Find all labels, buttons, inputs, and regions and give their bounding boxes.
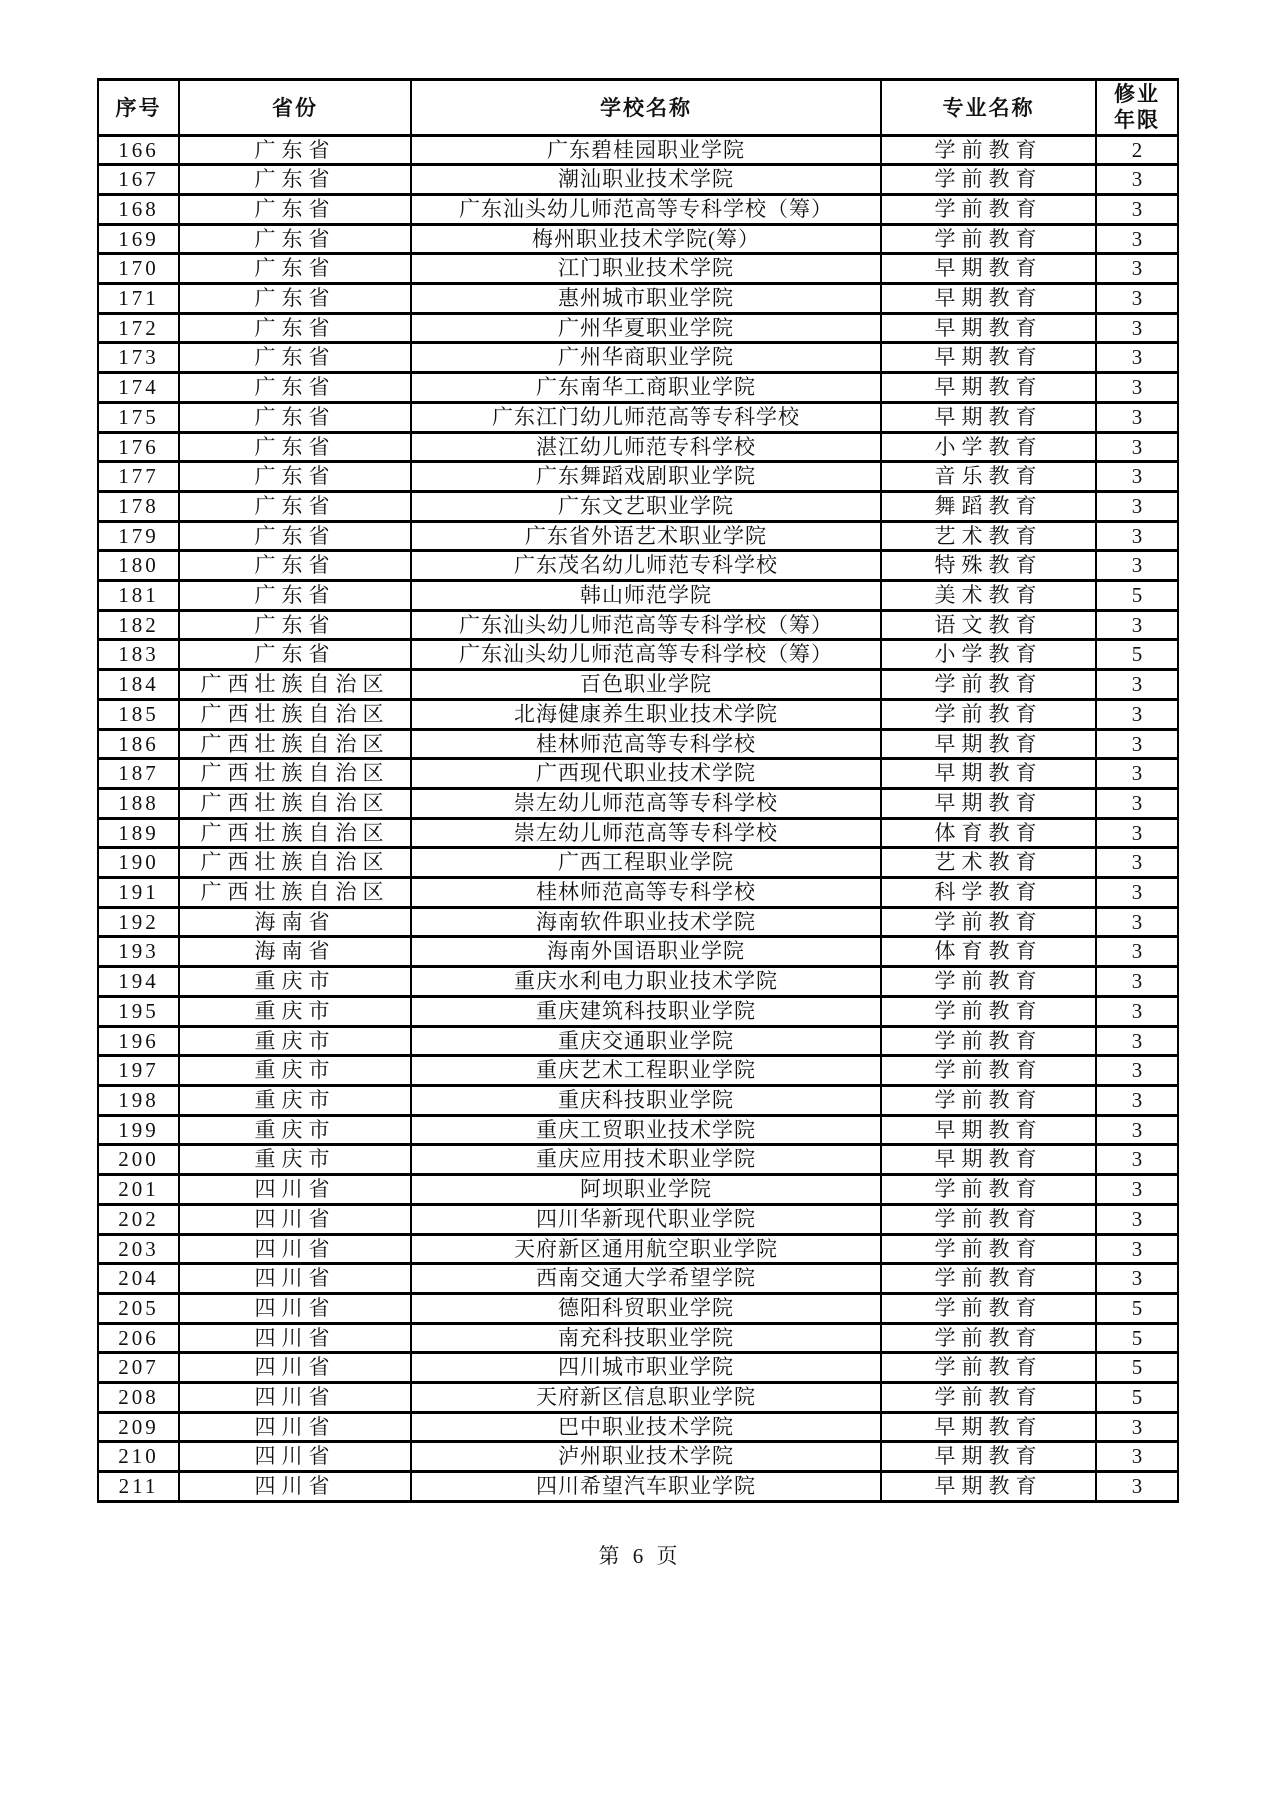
cell-serial: 205: [98, 1293, 179, 1323]
cell-years: 5: [1096, 1383, 1178, 1413]
cell-province: 广东省: [179, 254, 411, 284]
cell-province: 四川省: [179, 1442, 411, 1472]
cell-serial: 172: [98, 313, 179, 343]
table-row: [98, 343, 1178, 373]
cell-province: 广东省: [179, 640, 411, 670]
cell-school: 重庆应用技术职业学院: [411, 1145, 881, 1175]
cell-school: 四川城市职业学院: [411, 1353, 881, 1383]
cell-major: 早期教育: [881, 1442, 1096, 1472]
cell-years: 3: [1096, 521, 1178, 551]
cell-serial: 204: [98, 1264, 179, 1294]
cell-school: 重庆艺术工程职业学院: [411, 1056, 881, 1086]
cell-serial: 171: [98, 284, 179, 314]
cell-school: 湛江幼儿师范专科学校: [411, 432, 881, 462]
cell-province: 广东省: [179, 521, 411, 551]
cell-province: 广西壮族自治区: [179, 670, 411, 700]
cell-years: 3: [1096, 491, 1178, 521]
cell-major: 早期教育: [881, 1145, 1096, 1175]
cell-years: 3: [1096, 967, 1178, 997]
cell-province: 广西壮族自治区: [179, 699, 411, 729]
table-row: [98, 1264, 1178, 1294]
cell-school: 崇左幼儿师范高等专科学校: [411, 788, 881, 818]
cell-years: 3: [1096, 1204, 1178, 1234]
cell-school: 广西工程职业学院: [411, 848, 881, 878]
cell-province: 广东省: [179, 343, 411, 373]
cell-school: 广州华夏职业学院: [411, 313, 881, 343]
header-province: 省份: [179, 80, 411, 136]
cell-years: 3: [1096, 1412, 1178, 1442]
cell-school: 江门职业技术学院: [411, 254, 881, 284]
cell-years: 3: [1096, 1442, 1178, 1472]
cell-serial: 178: [98, 491, 179, 521]
cell-major: 语文教育: [881, 610, 1096, 640]
cell-school: 重庆科技职业学院: [411, 1086, 881, 1116]
cell-province: 四川省: [179, 1383, 411, 1413]
cell-serial: 194: [98, 967, 179, 997]
cell-serial: 169: [98, 224, 179, 254]
table-row: [98, 1383, 1178, 1413]
cell-major: 早期教育: [881, 402, 1096, 432]
table-row: [98, 194, 1178, 224]
cell-province: 四川省: [179, 1323, 411, 1353]
table-row: [98, 491, 1178, 521]
cell-school: 天府新区通用航空职业学院: [411, 1234, 881, 1264]
cell-years: 3: [1096, 670, 1178, 700]
cell-province: 重庆市: [179, 996, 411, 1026]
cell-major: 早期教育: [881, 373, 1096, 403]
cell-years: 3: [1096, 343, 1178, 373]
cell-major: 特殊教育: [881, 551, 1096, 581]
cell-school: 阿坝职业学院: [411, 1175, 881, 1205]
cell-major: 学前教育: [881, 1293, 1096, 1323]
table-row: [98, 1175, 1178, 1205]
cell-serial: 175: [98, 402, 179, 432]
table-row: [98, 165, 1178, 195]
cell-years: 3: [1096, 1145, 1178, 1175]
cell-province: 广东省: [179, 224, 411, 254]
cell-years: 3: [1096, 907, 1178, 937]
cell-major: 学前教育: [881, 1234, 1096, 1264]
cell-major: 早期教育: [881, 254, 1096, 284]
cell-years: 3: [1096, 254, 1178, 284]
cell-school: 广东汕头幼儿师范高等专科学校（筹）: [411, 610, 881, 640]
cell-school: 重庆交通职业学院: [411, 1026, 881, 1056]
table-row: [98, 521, 1178, 551]
cell-years: 5: [1096, 581, 1178, 611]
cell-serial: 202: [98, 1204, 179, 1234]
cell-major: 早期教育: [881, 313, 1096, 343]
table-row: [98, 1293, 1178, 1323]
cell-major: 学前教育: [881, 194, 1096, 224]
cell-serial: 177: [98, 462, 179, 492]
cell-school: 广东南华工商职业学院: [411, 373, 881, 403]
cell-serial: 201: [98, 1175, 179, 1205]
table-row: [98, 254, 1178, 284]
header-school: 学校名称: [411, 80, 881, 136]
cell-school: 巴中职业技术学院: [411, 1412, 881, 1442]
table-row: [98, 788, 1178, 818]
cell-years: 3: [1096, 759, 1178, 789]
cell-major: 学前教育: [881, 996, 1096, 1026]
cell-serial: 192: [98, 907, 179, 937]
cell-major: 早期教育: [881, 788, 1096, 818]
cell-province: 海南省: [179, 937, 411, 967]
cell-major: 学前教育: [881, 907, 1096, 937]
table-row: [98, 313, 1178, 343]
cell-province: 四川省: [179, 1353, 411, 1383]
cell-major: 早期教育: [881, 1472, 1096, 1502]
cell-province: 四川省: [179, 1234, 411, 1264]
cell-serial: 189: [98, 818, 179, 848]
table-row: [98, 432, 1178, 462]
cell-serial: 167: [98, 165, 179, 195]
cell-major: 美术教育: [881, 581, 1096, 611]
cell-major: 学前教育: [881, 1086, 1096, 1116]
cell-major: 科学教育: [881, 878, 1096, 908]
cell-serial: 196: [98, 1026, 179, 1056]
cell-years: 3: [1096, 937, 1178, 967]
cell-serial: 170: [98, 254, 179, 284]
cell-province: 四川省: [179, 1472, 411, 1502]
cell-serial: 176: [98, 432, 179, 462]
cell-years: 3: [1096, 165, 1178, 195]
table-row: [98, 640, 1178, 670]
cell-years: 3: [1096, 818, 1178, 848]
cell-school: 广州华商职业学院: [411, 343, 881, 373]
cell-years: 3: [1096, 1026, 1178, 1056]
cell-province: 广东省: [179, 551, 411, 581]
cell-province: 广东省: [179, 402, 411, 432]
cell-serial: 182: [98, 610, 179, 640]
cell-serial: 193: [98, 937, 179, 967]
cell-serial: 198: [98, 1086, 179, 1116]
table-row: [98, 937, 1178, 967]
cell-school: 重庆水利电力职业技术学院: [411, 967, 881, 997]
cell-major: 早期教育: [881, 1412, 1096, 1442]
cell-school: 德阳科贸职业学院: [411, 1293, 881, 1323]
cell-major: 艺术教育: [881, 521, 1096, 551]
cell-major: 学前教育: [881, 1204, 1096, 1234]
cell-years: 3: [1096, 462, 1178, 492]
cell-major: 学前教育: [881, 224, 1096, 254]
cell-school: 桂林师范高等专科学校: [411, 878, 881, 908]
table-row: [98, 135, 1178, 165]
cell-school: 广东舞蹈戏剧职业学院: [411, 462, 881, 492]
table-row: [98, 284, 1178, 314]
cell-years: 3: [1096, 1264, 1178, 1294]
table-row: [98, 1056, 1178, 1086]
cell-years: 3: [1096, 1086, 1178, 1116]
table-row: [98, 224, 1178, 254]
cell-school: 桂林师范高等专科学校: [411, 729, 881, 759]
cell-serial: 173: [98, 343, 179, 373]
cell-years: 3: [1096, 699, 1178, 729]
cell-serial: 207: [98, 1353, 179, 1383]
cell-years: 3: [1096, 284, 1178, 314]
table-row: [98, 759, 1178, 789]
cell-major: 早期教育: [881, 343, 1096, 373]
table-row: [98, 1472, 1178, 1502]
cell-serial: 200: [98, 1145, 179, 1175]
cell-school: 四川希望汽车职业学院: [411, 1472, 881, 1502]
table-row: [98, 610, 1178, 640]
table-row: [98, 1353, 1178, 1383]
cell-school: 泸州职业技术学院: [411, 1442, 881, 1472]
cell-major: 体育教育: [881, 937, 1096, 967]
cell-years: 3: [1096, 194, 1178, 224]
cell-major: 学前教育: [881, 1056, 1096, 1086]
cell-school: 重庆建筑科技职业学院: [411, 996, 881, 1026]
cell-serial: 209: [98, 1412, 179, 1442]
cell-serial: 188: [98, 788, 179, 818]
cell-serial: 184: [98, 670, 179, 700]
table-row: [98, 1412, 1178, 1442]
cell-school: 天府新区信息职业学院: [411, 1383, 881, 1413]
cell-major: 学前教育: [881, 1353, 1096, 1383]
table-row: [98, 1115, 1178, 1145]
cell-serial: 210: [98, 1442, 179, 1472]
cell-serial: 183: [98, 640, 179, 670]
cell-serial: 185: [98, 699, 179, 729]
cell-years: 3: [1096, 729, 1178, 759]
cell-major: 舞蹈教育: [881, 491, 1096, 521]
cell-serial: 179: [98, 521, 179, 551]
cell-serial: 203: [98, 1234, 179, 1264]
cell-major: 学前教育: [881, 967, 1096, 997]
table-row: [98, 1442, 1178, 1472]
cell-province: 广东省: [179, 165, 411, 195]
cell-province: 四川省: [179, 1293, 411, 1323]
cell-province: 广东省: [179, 313, 411, 343]
cell-years: 3: [1096, 848, 1178, 878]
cell-province: 广西壮族自治区: [179, 878, 411, 908]
cell-major: 学前教育: [881, 165, 1096, 195]
table-row: [98, 373, 1178, 403]
cell-province: 重庆市: [179, 1026, 411, 1056]
cell-years: 2: [1096, 135, 1178, 165]
cell-major: 学前教育: [881, 1264, 1096, 1294]
cell-province: 广东省: [179, 491, 411, 521]
cell-serial: 208: [98, 1383, 179, 1413]
cell-school: 广东省外语艺术职业学院: [411, 521, 881, 551]
cell-province: 广东省: [179, 284, 411, 314]
cell-serial: 191: [98, 878, 179, 908]
cell-major: 学前教育: [881, 1383, 1096, 1413]
table-row: [98, 907, 1178, 937]
cell-school: 西南交通大学希望学院: [411, 1264, 881, 1294]
cell-years: 3: [1096, 1115, 1178, 1145]
cell-province: 广西壮族自治区: [179, 848, 411, 878]
table-row: [98, 551, 1178, 581]
cell-major: 体育教育: [881, 818, 1096, 848]
cell-years: 3: [1096, 788, 1178, 818]
cell-province: 海南省: [179, 907, 411, 937]
cell-province: 重庆市: [179, 1145, 411, 1175]
table-body: [98, 135, 1178, 1501]
cell-years: 3: [1096, 878, 1178, 908]
cell-major: 早期教育: [881, 1115, 1096, 1145]
cell-school: 广东江门幼儿师范高等专科学校: [411, 402, 881, 432]
cell-years: 3: [1096, 224, 1178, 254]
table-row: [98, 1323, 1178, 1353]
cell-major: 小学教育: [881, 640, 1096, 670]
cell-serial: 190: [98, 848, 179, 878]
cell-province: 广东省: [179, 135, 411, 165]
table-row: [98, 848, 1178, 878]
cell-province: 四川省: [179, 1412, 411, 1442]
cell-province: 广东省: [179, 373, 411, 403]
cell-province: 四川省: [179, 1204, 411, 1234]
cell-major: 学前教育: [881, 1323, 1096, 1353]
cell-serial: 180: [98, 551, 179, 581]
cell-major: 学前教育: [881, 135, 1096, 165]
cell-major: 学前教育: [881, 670, 1096, 700]
cell-province: 四川省: [179, 1264, 411, 1294]
cell-years: 3: [1096, 432, 1178, 462]
table-row: [98, 996, 1178, 1026]
table-row: [98, 581, 1178, 611]
header-serial: 序号: [98, 80, 179, 136]
table-row: [98, 967, 1178, 997]
schools-table: [97, 78, 1179, 1503]
cell-years: 3: [1096, 1175, 1178, 1205]
cell-province: 四川省: [179, 1175, 411, 1205]
table-row: [98, 729, 1178, 759]
cell-years: 3: [1096, 610, 1178, 640]
cell-years: 3: [1096, 313, 1178, 343]
header-major: 专业名称: [881, 80, 1096, 136]
table-row: [98, 1086, 1178, 1116]
cell-school: 南充科技职业学院: [411, 1323, 881, 1353]
cell-serial: 206: [98, 1323, 179, 1353]
cell-years: 3: [1096, 402, 1178, 432]
cell-school: 惠州城市职业学院: [411, 284, 881, 314]
cell-school: 百色职业学院: [411, 670, 881, 700]
cell-serial: 186: [98, 729, 179, 759]
cell-years: 3: [1096, 996, 1178, 1026]
cell-school: 潮汕职业技术学院: [411, 165, 881, 195]
cell-province: 广西壮族自治区: [179, 729, 411, 759]
cell-years: 3: [1096, 1472, 1178, 1502]
cell-major: 艺术教育: [881, 848, 1096, 878]
cell-years: 3: [1096, 1234, 1178, 1264]
cell-serial: 174: [98, 373, 179, 403]
table-row: [98, 1145, 1178, 1175]
cell-province: 广西壮族自治区: [179, 759, 411, 789]
cell-years: 3: [1096, 551, 1178, 581]
cell-province: 广西壮族自治区: [179, 818, 411, 848]
cell-major: 音乐教育: [881, 462, 1096, 492]
cell-serial: 166: [98, 135, 179, 165]
cell-major: 早期教育: [881, 284, 1096, 314]
cell-school: 梅州职业技术学院(筹）: [411, 224, 881, 254]
cell-school: 广东文艺职业学院: [411, 491, 881, 521]
cell-serial: 168: [98, 194, 179, 224]
cell-years: 5: [1096, 1353, 1178, 1383]
cell-major: 学前教育: [881, 1175, 1096, 1205]
cell-school: 广东碧桂园职业学院: [411, 135, 881, 165]
cell-province: 重庆市: [179, 1056, 411, 1086]
cell-major: 早期教育: [881, 729, 1096, 759]
header-years: [1096, 80, 1178, 136]
cell-years: 3: [1096, 373, 1178, 403]
table-row: [98, 462, 1178, 492]
cell-years: 5: [1096, 1293, 1178, 1323]
table-row: [98, 1026, 1178, 1056]
cell-school: 海南软件职业技术学院: [411, 907, 881, 937]
cell-years: 5: [1096, 1323, 1178, 1353]
cell-major: 学前教育: [881, 1026, 1096, 1056]
cell-serial: 211: [98, 1472, 179, 1502]
table-row: [98, 670, 1178, 700]
table-row: [98, 818, 1178, 848]
page-footer: 第 6 页: [598, 1544, 682, 1568]
cell-province: 广东省: [179, 610, 411, 640]
cell-school: 海南外国语职业学院: [411, 937, 881, 967]
cell-major: 早期教育: [881, 759, 1096, 789]
table-row: [98, 1234, 1178, 1264]
cell-province: 重庆市: [179, 1115, 411, 1145]
cell-school: 四川华新现代职业学院: [411, 1204, 881, 1234]
cell-province: 广东省: [179, 462, 411, 492]
table-row: [98, 878, 1178, 908]
cell-years: 5: [1096, 640, 1178, 670]
cell-province: 重庆市: [179, 1086, 411, 1116]
cell-school: 广东汕头幼儿师范高等专科学校（筹）: [411, 640, 881, 670]
cell-province: 重庆市: [179, 967, 411, 997]
table-row: [98, 1204, 1178, 1234]
table-row: [98, 402, 1178, 432]
table-row: [98, 699, 1178, 729]
cell-school: 广西现代职业技术学院: [411, 759, 881, 789]
cell-major: 小学教育: [881, 432, 1096, 462]
cell-serial: 181: [98, 581, 179, 611]
cell-serial: 197: [98, 1056, 179, 1086]
cell-school: 崇左幼儿师范高等专科学校: [411, 818, 881, 848]
cell-school: 重庆工贸职业技术学院: [411, 1115, 881, 1145]
cell-school: 广东汕头幼儿师范高等专科学校（筹）: [411, 194, 881, 224]
cell-school: 韩山师范学院: [411, 581, 881, 611]
cell-province: 广东省: [179, 432, 411, 462]
cell-serial: 195: [98, 996, 179, 1026]
header-years-label: 修业年限: [1113, 82, 1160, 133]
cell-province: 广西壮族自治区: [179, 788, 411, 818]
cell-serial: 199: [98, 1115, 179, 1145]
header-row: [98, 80, 1178, 136]
cell-major: 学前教育: [881, 699, 1096, 729]
cell-province: 广东省: [179, 581, 411, 611]
cell-school: 北海健康养生职业技术学院: [411, 699, 881, 729]
cell-serial: 187: [98, 759, 179, 789]
cell-years: 3: [1096, 1056, 1178, 1086]
cell-school: 广东茂名幼儿师范专科学校: [411, 551, 881, 581]
cell-province: 广东省: [179, 194, 411, 224]
